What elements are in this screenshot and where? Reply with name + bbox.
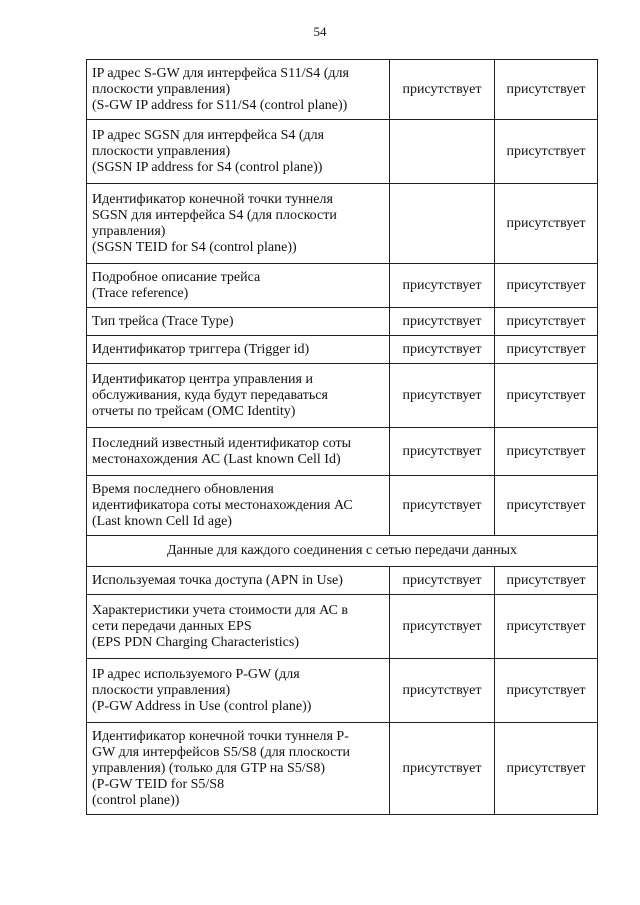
parameter-cell <box>87 308 390 336</box>
parameter-text-line: IP адрес SGSN для интерфейса S4 (для <box>92 127 325 143</box>
parameter-text-line: (control plane)) <box>92 792 180 808</box>
parameter-text-line: Время последнего обновления <box>92 481 274 497</box>
table-row <box>87 595 598 659</box>
presence-cell-col2: присутствует <box>390 364 495 428</box>
parameter-text-line: (Last known Cell Id age) <box>92 513 232 529</box>
presence-cell-col2: присутствует <box>390 308 495 336</box>
parameter-cell <box>87 659 390 723</box>
parameter-text-line: SGSN для интерфейса S4 (для плоскости <box>92 207 337 223</box>
parameter-cell <box>87 595 390 659</box>
parameter-cell <box>87 723 390 815</box>
presence-cell-col2: присутствует <box>390 336 495 364</box>
parameter-text-line: Идентификатор центра управления и <box>92 371 313 387</box>
parameter-text-line: (SGSN IP address for S4 (control plane)) <box>92 159 323 175</box>
section-row <box>87 536 598 567</box>
parameter-text-line: идентификатора соты местонахождения АС <box>92 497 353 513</box>
presence-cell-col3: присутствует <box>495 336 598 364</box>
data-table <box>86 59 598 815</box>
parameter-text-line: Последний известный идентификатор соты <box>92 435 352 451</box>
parameter-text-line: (S-GW IP address for S11/S4 (control plane)) <box>92 97 348 113</box>
table-row <box>87 567 598 595</box>
parameter-text-line: Тип трейса (Trace Type) <box>92 313 234 329</box>
parameter-text-line: Используемая точка доступа (APN in Use) <box>92 572 343 588</box>
parameter-text-line: плоскости управления) <box>92 143 231 159</box>
parameter-cell <box>87 567 390 595</box>
table-row <box>87 428 598 476</box>
parameter-text-line: местонахождения АС (Last known Cell Id) <box>92 451 341 467</box>
table-row <box>87 476 598 536</box>
parameter-cell <box>87 476 390 536</box>
parameter-text-line: обслуживания, куда будут передаваться <box>92 387 328 403</box>
parameter-text-line: отчеты по трейсам (OMC Identity) <box>92 403 296 419</box>
parameter-cell <box>87 336 390 364</box>
presence-cell-col2: присутствует <box>390 60 495 120</box>
parameter-text-line: сети передачи данных EPS <box>92 618 252 634</box>
page-number: 54 <box>313 24 327 39</box>
presence-cell-col2: присутствует <box>390 428 495 476</box>
presence-cell-col3: присутствует <box>495 120 598 184</box>
presence-cell-col3: присутствует <box>495 308 598 336</box>
parameter-text-line: плоскости управления) <box>92 682 231 698</box>
table-row <box>87 120 598 184</box>
table-section <box>87 536 598 567</box>
parameter-text-line: IP адрес S-GW для интерфейса S11/S4 (для <box>92 65 349 81</box>
parameter-cell <box>87 60 390 120</box>
presence-cell-col3: присутствует <box>495 659 598 723</box>
table-row <box>87 264 598 308</box>
parameter-text-line: IP адрес используемого P-GW (для <box>92 666 300 682</box>
table-row <box>87 308 598 336</box>
presence-cell-col2 <box>390 120 495 184</box>
presence-cell-col3: присутствует <box>495 60 598 120</box>
parameter-cell <box>87 364 390 428</box>
parameter-text-line: Идентификатор триггера (Trigger id) <box>92 341 310 357</box>
presence-cell-col2: присутствует <box>390 567 495 595</box>
parameter-text-line: (Trace reference) <box>92 285 189 301</box>
parameter-text-line: (P-GW TEID for S5/S8 <box>92 776 225 792</box>
presence-cell-col3: присутствует <box>495 364 598 428</box>
section-header: Данные для каждого соединения с сетью передачи данных <box>87 536 598 567</box>
parameter-text-line: (P-GW Address in Use (control plane)) <box>92 698 312 714</box>
parameter-text-line: (SGSN TEID for S4 (control plane)) <box>92 239 297 255</box>
table-row <box>87 723 598 815</box>
presence-cell-col3: присутствует <box>495 476 598 536</box>
table-row <box>87 659 598 723</box>
presence-cell-col3: присутствует <box>495 595 598 659</box>
parameter-text-line: GW для интерфейсов S5/S8 (для плоскости <box>92 744 351 760</box>
table-row <box>87 184 598 264</box>
parameter-text-line: плоскости управления) <box>92 81 231 97</box>
parameter-cell <box>87 120 390 184</box>
presence-cell-col2: присутствует <box>390 476 495 536</box>
parameter-cell <box>87 184 390 264</box>
parameter-text-line: Идентификатор конечной точки туннеля <box>92 191 333 207</box>
presence-cell-col2: присутствует <box>390 723 495 815</box>
presence-cell-col3: присутствует <box>495 428 598 476</box>
presence-cell-col2: присутствует <box>390 595 495 659</box>
table-body-top <box>87 60 598 536</box>
table-row <box>87 336 598 364</box>
parameter-text-line: Характеристики учета стоимости для АС в <box>92 602 348 618</box>
table-row <box>87 364 598 428</box>
presence-cell-col3: присутствует <box>495 567 598 595</box>
parameter-text-line: управления) (только для GTP на S5/S8) <box>92 760 326 776</box>
parameter-text-line: (EPS PDN Charging Characteristics) <box>92 634 299 650</box>
presence-cell-col3: присутствует <box>495 723 598 815</box>
parameter-text-line: Идентификатор конечной точки туннеля P- <box>92 728 349 744</box>
presence-cell-col3: присутствует <box>495 264 598 308</box>
parameter-cell <box>87 428 390 476</box>
parameter-text-line: Подробное описание трейса <box>92 269 261 285</box>
presence-cell-col2: присутствует <box>390 264 495 308</box>
presence-cell-col2 <box>390 184 495 264</box>
parameter-text-line: управления) <box>92 223 166 239</box>
presence-cell-col2: присутствует <box>390 659 495 723</box>
table-row <box>87 60 598 120</box>
parameter-cell <box>87 264 390 308</box>
table-body-bottom <box>87 567 598 815</box>
presence-cell-col3: присутствует <box>495 184 598 264</box>
